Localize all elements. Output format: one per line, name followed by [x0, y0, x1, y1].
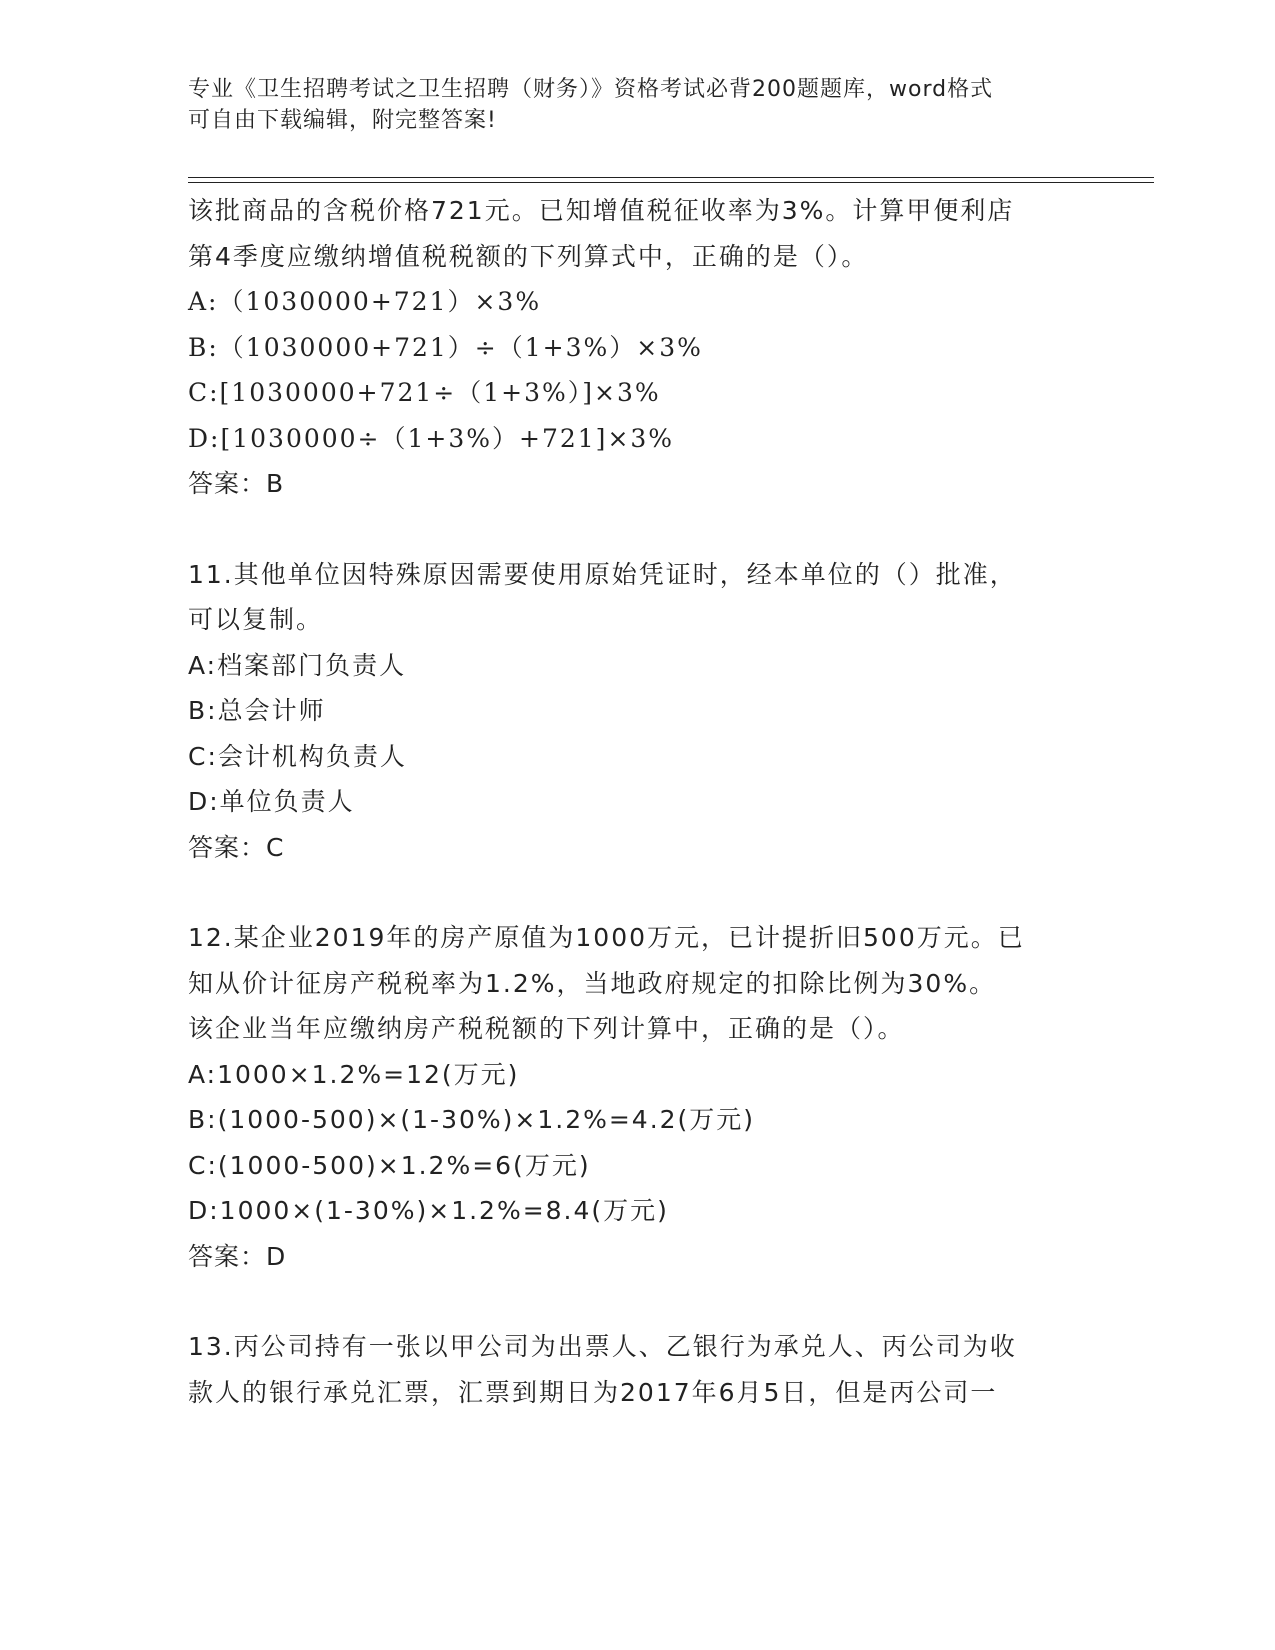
option-a: A:档案部门负责人	[188, 650, 407, 680]
option-d: D:[1030000÷（1+3%）+721]×3%	[188, 423, 675, 453]
question-stem-line: 第4季度应缴纳增值税税额的下列算式中，正确的是（）。	[188, 241, 869, 271]
question-list	[188, 188, 1088, 1415]
document-header	[188, 74, 1068, 136]
question-stem-line: 款人的银行承兑汇票，汇票到期日为2017年6月5日，但是丙公司一	[188, 1377, 998, 1407]
question-stem-line: 该企业当年应缴纳房产税税额的下列计算中，正确的是（）。	[188, 1014, 905, 1043]
question-stem-line: 13.丙公司持有一张以甲公司为出票人、乙银行为承兑人、丙公司为收	[188, 1332, 1017, 1361]
option-d: D:1000×(1-30%)×1.2%=8.4(万元)	[188, 1196, 669, 1225]
option-a: A:1000×1.2%=12(万元)	[188, 1059, 520, 1089]
option-c: C:会计机构负责人	[188, 741, 407, 771]
answer-line: 答案：D	[188, 1241, 287, 1271]
header-divider-top	[188, 177, 1154, 178]
question-spacer	[188, 870, 1088, 915]
question-13	[188, 1324, 1088, 1415]
option-c: C:(1000-500)×1.2%=6(万元)	[188, 1150, 591, 1180]
header-divider-bottom	[188, 182, 1154, 183]
option-b: B:(1000-500)×(1-30%)×1.2%=4.2(万元)	[188, 1105, 756, 1134]
answer-line: 答案：C	[188, 832, 285, 862]
question-stem-line: 11.其他单位因特殊原因需要使用原始凭证时，经本单位的（）批准，	[188, 559, 1017, 589]
option-a: A:（1030000+721）×3%	[188, 287, 542, 316]
option-b: B:总会计师	[188, 696, 326, 725]
question-stem-line: 可以复制。	[188, 605, 324, 634]
option-c: C:[1030000+721÷（1+3%）]×3%	[188, 378, 661, 407]
question-spacer	[188, 507, 1088, 552]
question-stem-line: 12.某企业2019年的房产原值为1000万元，已计提折旧500万元。已	[188, 923, 1025, 952]
question-stem-line: 该批商品的含税价格721元。已知增值税征收率为3%。计算甲便利店	[188, 196, 1015, 225]
question-stem-line: 知从价计征房产税税率为1.2%，当地政府规定的扣除比例为30%。	[188, 968, 997, 998]
header-line-1: 专业《卫生招聘考试之卫生招聘（财务）》资格考试必背200题题库，word格式	[188, 77, 994, 102]
question-spacer	[188, 1279, 1088, 1324]
answer-line: 答案：B	[188, 469, 285, 498]
question-12	[188, 915, 1088, 1279]
option-d: D:单位负责人	[188, 787, 355, 816]
header-line-2: 可自由下载编辑，附完整答案!	[188, 108, 497, 133]
option-b: B:（1030000+721）÷（1+3%）×3%	[188, 332, 703, 362]
question-11	[188, 552, 1088, 871]
question-10	[188, 188, 1088, 507]
